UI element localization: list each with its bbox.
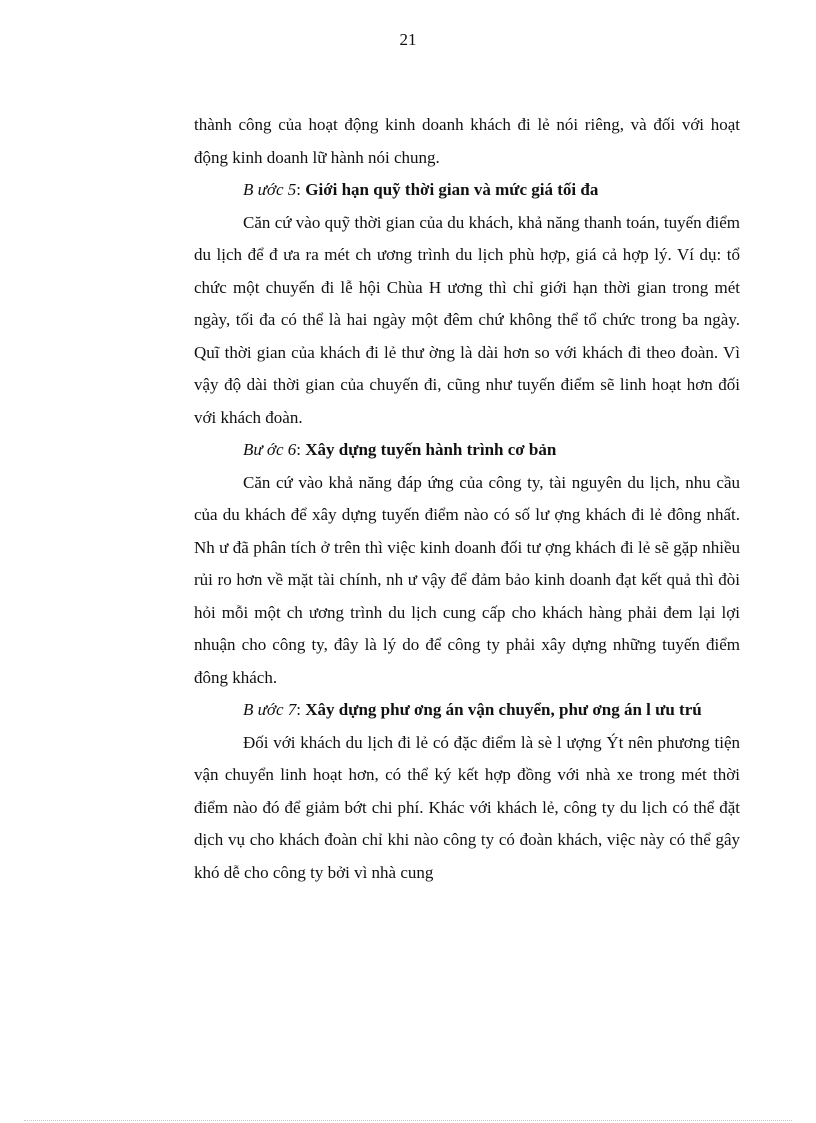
step-heading-7: B ước 7: Xây dựng phư ơng án vận chuyển, phư ơng án l ưu trú	[243, 700, 702, 719]
paragraph-transport-accommodation: Đối với khách du lịch đi lẻ có đặc điểm là sè l ượng Ýt nên phương tiện vận chuyển linh hoạt hơn, có thể ký kết hợp đồng với nhà xe trong mét thời điểm nào đó để giảm bớt chi phí. Khác với khách lẻ, công ty du lịch có thể đặt dịch vụ cho khách đoàn chỉ khi nào công ty có đoàn khách, việc này có thể gây khó dễ cho công ty bởi vì nhà cung	[194, 732, 740, 882]
step-title: Xây dựng phư ơng án vận chuyển, phư ơng án l ưu trú	[305, 700, 702, 719]
step-heading-5: B ước 5: Giới hạn quỹ thời gian và mức giá tối đa	[243, 180, 599, 199]
paragraph-basic-route: Căn cứ vào khả năng đáp ứng của công ty, tài nguyên du lịch, nhu cầu của du khách để xây dựng tuyến điểm nào có số lư ợng khách đi lẻ đông nhất. Nh ư đã phân tích ở trên thì việc kinh doanh đối tư ợng khách đi lẻ sẽ gặp nhiều rủi ro hơn về mặt tài chính, nh ư vậy để đảm bảo kinh doanh đạt kết quả thì đòi hỏi mỗi một ch ương trình du lịch cung cấp cho khách hàng phải đem lại lợi nhuận cho công ty, đây là lý do để công ty phải xây dựng những tuyến điểm đông khách.	[194, 472, 740, 687]
paragraph-continuation: thành công của hoạt động kinh doanh khách đi lẻ nói riêng, và đối với hoạt động kinh doanh lữ hành nói chung.	[194, 115, 740, 167]
step-title: Giới hạn quỹ thời gian và mức giá tối đa	[305, 180, 599, 199]
paragraph-time-budget: Căn cứ vào quỹ thời gian của du khách, khả năng thanh toán, tuyến điểm du lịch để đ ưa ra mét ch ương trình du lịch phù hợp, giá cả hợp lý. Ví dụ: tổ chức một chuyến đi lễ hội Chùa H ương thì chỉ giới hạn thời gian trong mét ngày, tối đa có thể là hai ngày một đêm chứ không thể tổ chức trong ba ngày. Quĩ thời gian của khách đi lẻ thư ờng là dài hơn so với khách đi theo đoàn. Vì vậy độ dài thời gian của chuyến đi, cũng như tuyến điểm sẽ linh hoạt hơn đối với khách đoàn.	[194, 212, 740, 427]
step-label: B ước 7	[243, 700, 297, 719]
page-bottom-divider	[24, 1120, 792, 1121]
document-body	[194, 109, 740, 889]
page-number: 21	[399, 30, 417, 49]
step-label: B ước 5	[243, 180, 297, 199]
step-title: Xây dựng tuyến hành trình cơ bản	[305, 440, 557, 459]
step-label: Bư ớc 6	[243, 440, 297, 459]
step-heading-6: Bư ớc 6: Xây dựng tuyến hành trình cơ bản	[243, 440, 557, 459]
